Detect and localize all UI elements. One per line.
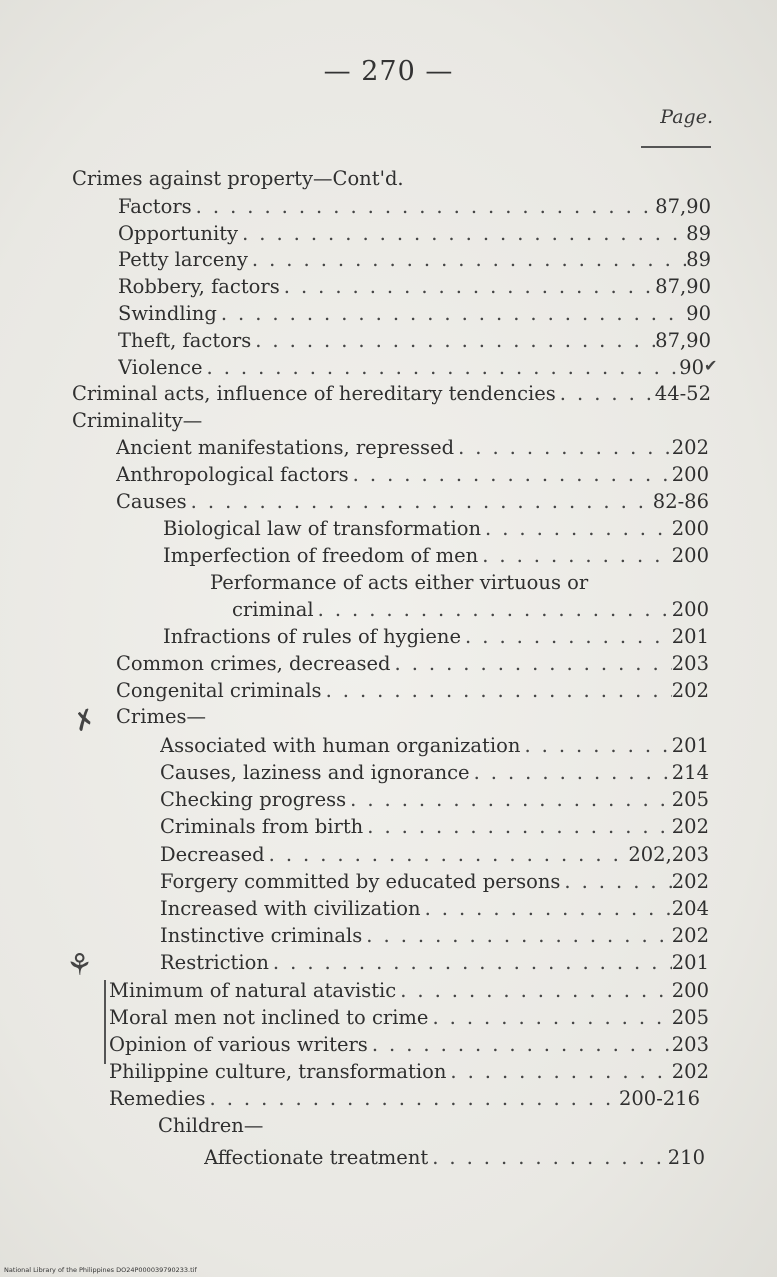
entry-page: 87,90: [655, 275, 711, 298]
leader-dots: [481, 515, 672, 542]
entry-label: criminal: [232, 598, 314, 621]
entry-page: 202: [671, 679, 709, 702]
entry-page: 201: [671, 625, 709, 648]
entry-label: Robbery, factors: [118, 275, 280, 298]
entry-label: Philippine culture, transformation: [109, 1060, 447, 1083]
entry-label: Associated with human organization: [160, 734, 521, 757]
entry-page: 205: [671, 1006, 709, 1029]
leader-dots: [428, 1144, 668, 1171]
leader-dots: [461, 623, 672, 650]
leader-dots: [391, 650, 672, 677]
index-entry: [163, 515, 709, 542]
index-entry: [118, 273, 711, 300]
leader-dots: [322, 677, 672, 704]
leader-dots: [269, 949, 672, 976]
crimes-heading: Crimes—: [116, 705, 207, 728]
entry-page: 44-52: [654, 382, 711, 405]
leader-dots: [454, 434, 672, 461]
entry-page: 202: [671, 1060, 709, 1083]
entry-label: Criminals from birth: [160, 815, 364, 838]
index-entry: [160, 841, 709, 868]
index-entry: [160, 868, 709, 895]
entry-label: Biological law of transformation: [163, 517, 482, 540]
entry-label: Ancient manifestations, repressed: [116, 436, 455, 459]
leader-dots: [187, 488, 653, 515]
entry-label: Causes, laziness and ignorance: [160, 761, 470, 784]
leader-dots: [192, 193, 656, 220]
index-entry: [109, 1031, 709, 1058]
entry-label: Forgery committed by educated persons: [160, 870, 561, 893]
leader-dots: [560, 868, 671, 895]
leader-dots: [206, 1085, 619, 1112]
leader-dots: [248, 246, 686, 273]
entry-page: 87,90: [655, 195, 711, 218]
criminality-heading: Criminality—: [72, 409, 203, 432]
index-entry: [160, 786, 709, 813]
leader-dots: [470, 759, 672, 786]
handwritten-check-mark: ✔: [704, 356, 718, 375]
leader-dots: [396, 977, 672, 1004]
handwritten-cross-mark: ✗: [69, 703, 101, 739]
index-entry: [118, 354, 704, 381]
index-entry: [109, 977, 709, 1004]
entry-label: Affectionate treatment: [204, 1146, 429, 1169]
entry-page: 205: [671, 788, 709, 811]
entry-label: Violence: [118, 356, 203, 379]
entry-label: Restriction: [160, 951, 269, 974]
handwritten-annotation-mark: ⚘: [66, 948, 93, 983]
entry-label: Infractions of rules of hygiene: [163, 625, 462, 648]
index-entry: [116, 677, 709, 704]
entry-page: 200: [671, 979, 709, 1002]
leader-dots: [349, 461, 672, 488]
index-entry: [160, 949, 709, 976]
entry-label: Anthropological factors: [116, 463, 349, 486]
entry-label: Criminal acts, influence of hereditary tendencies: [72, 382, 556, 405]
page-number: — 270 —: [323, 56, 454, 87]
leader-dots: [217, 300, 686, 327]
performance-line: Performance of acts either virtuous or: [210, 571, 589, 594]
entry-label: Factors: [118, 195, 192, 218]
index-entry: [109, 1058, 709, 1085]
entry-page: 200: [671, 517, 709, 540]
entry-page: 202: [671, 924, 709, 947]
entry-label: Opinion of various writers: [109, 1033, 368, 1056]
index-entry: [232, 596, 709, 623]
entry-page: 203: [671, 1033, 709, 1056]
leader-dots: [346, 786, 672, 813]
leader-dots: [556, 380, 655, 407]
leader-dots: [362, 922, 671, 949]
index-entry: [160, 813, 709, 840]
entry-page: 201: [671, 951, 709, 974]
index-entry: [116, 434, 709, 461]
entry-label: Common crimes, decreased: [116, 652, 391, 675]
entry-page: 203: [671, 652, 709, 675]
entry-label: Petty larceny: [118, 248, 248, 271]
leader-dots: [421, 895, 672, 922]
index-entry: [118, 220, 711, 247]
entry-label: Swindling: [118, 302, 217, 325]
entry-page: 89: [686, 222, 711, 245]
entry-label: Imperfection of freedom of men: [163, 544, 479, 567]
index-entry: [72, 380, 711, 407]
index-entry: [118, 300, 711, 327]
entry-page: 204: [671, 897, 709, 920]
leader-dots: [251, 327, 655, 354]
leader-dots: [428, 1004, 671, 1031]
index-entry: [160, 922, 709, 949]
index-entry: [118, 327, 711, 354]
handwritten-margin-line: [104, 980, 106, 1064]
entry-label: Causes: [116, 490, 187, 513]
index-entry: [109, 1004, 709, 1031]
index-entry: [116, 650, 709, 677]
entry-page: 87,90: [655, 329, 711, 352]
entry-label: Minimum of natural atavistic: [109, 979, 397, 1002]
entry-page: 90: [686, 302, 711, 325]
index-entry: [116, 488, 709, 515]
entry-label: Moral men not inclined to crime: [109, 1006, 429, 1029]
index-entry: [118, 246, 711, 273]
entry-label: Decreased: [160, 843, 265, 866]
children-heading: Children—: [158, 1114, 264, 1137]
index-entry: [116, 461, 709, 488]
entry-label: Increased with civilization: [160, 897, 421, 920]
entry-page: 89: [686, 248, 711, 271]
entry-label: Congenital criminals: [116, 679, 322, 702]
entry-page: 200: [671, 598, 709, 621]
entry-page: 200: [671, 544, 709, 567]
leader-dots: [280, 273, 655, 300]
entry-page: 214: [671, 761, 709, 784]
entry-label: Instinctive criminals: [160, 924, 363, 947]
page-column-rule: [641, 146, 711, 148]
entry-page: 201: [671, 734, 709, 757]
index-entry: [160, 732, 709, 759]
index-entry: [160, 759, 709, 786]
index-entry: [109, 1085, 700, 1112]
entry-page: 200: [671, 463, 709, 486]
entry-page: 202,203: [628, 843, 709, 866]
entry-label: Remedies: [109, 1087, 206, 1110]
leader-dots: [478, 542, 672, 569]
index-entry: [163, 623, 709, 650]
index-entry: [160, 895, 709, 922]
index-entry: [118, 193, 711, 220]
leader-dots: [238, 220, 686, 247]
entry-page: 200-216: [618, 1087, 700, 1110]
entry-page: 202: [671, 815, 709, 838]
leader-dots: [520, 732, 671, 759]
entry-page: 202: [671, 870, 709, 893]
entry-page: 90: [679, 356, 704, 379]
leader-dots: [368, 1031, 672, 1058]
scan-footer: National Library of the Philippines DO24P000039790233.tif: [4, 1266, 197, 1274]
entry-page: 202: [671, 436, 709, 459]
entry-label: Checking progress: [160, 788, 347, 811]
leader-dots: [265, 841, 629, 868]
entry-label: Theft, factors: [118, 329, 252, 352]
leader-dots: [363, 813, 672, 840]
leader-dots: [314, 596, 672, 623]
entry-label: Opportunity: [118, 222, 239, 245]
page-column-label: Page.: [660, 106, 713, 128]
entry-page: 210: [667, 1146, 705, 1169]
leader-dots: [203, 354, 680, 381]
index-entry: [163, 542, 709, 569]
entry-page: 82-86: [652, 490, 709, 513]
leader-dots: [446, 1058, 671, 1085]
index-entry: [204, 1144, 705, 1171]
section-heading: Crimes against property—Cont'd.: [72, 167, 404, 190]
